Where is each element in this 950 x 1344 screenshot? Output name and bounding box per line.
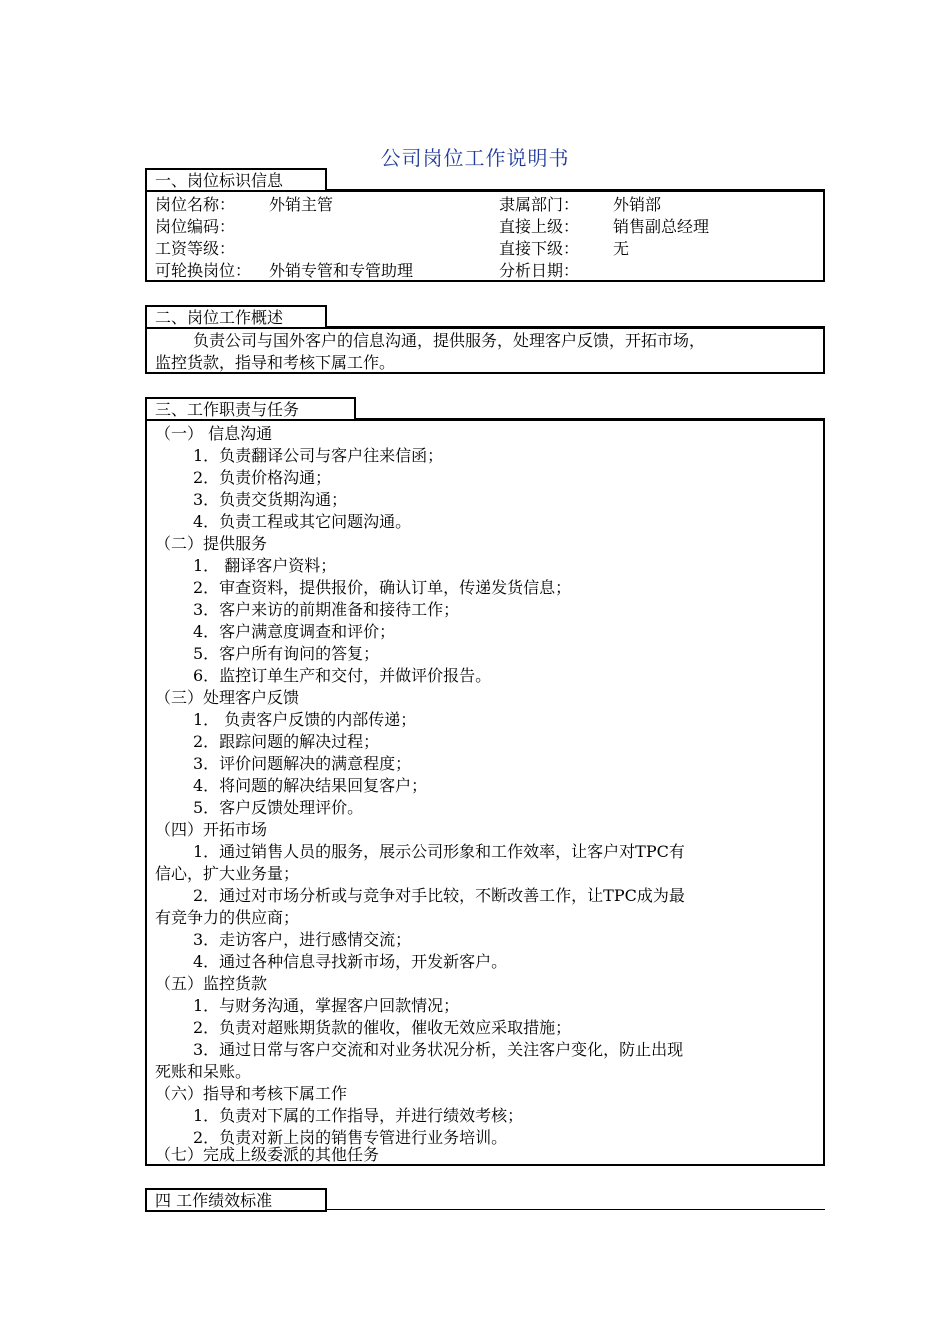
list-item: 1． 翻译客户资料；: [193, 556, 337, 575]
section4-tab-rule: [327, 1209, 825, 1210]
label-rotatable-positions: 可轮换岗位：: [155, 261, 252, 280]
list-item: 2．负责对超账期货款的催收，催收无效应采取措施；: [193, 1018, 572, 1037]
list-item-continuation: 死账和呆账。: [155, 1062, 252, 1081]
section1-tab: 一、岗位标识信息: [145, 168, 327, 190]
label-department: 隶属部门：: [499, 195, 580, 214]
value-position-name: 外销主管: [269, 195, 334, 214]
list-item: 2．跟踪问题的解决过程；: [193, 732, 380, 751]
section4-tab-base: [145, 1210, 327, 1212]
category-heading: （五）监控货款: [155, 974, 268, 993]
label-analysis-date: 分析日期：: [499, 261, 580, 280]
list-item: 2．审查资料，提供报价，确认订单，传递发货信息；: [193, 578, 572, 597]
value-department: 外销部: [613, 195, 662, 214]
category-heading: （七）完成上级委派的其他任务: [155, 1145, 380, 1164]
list-item: 4．通过各种信息寻找新市场，开发新客户。: [193, 952, 508, 971]
list-item: 6．监控订单生产和交付，并做评价报告。: [193, 666, 492, 685]
section3-tab: 三、工作职责与任务: [145, 397, 356, 419]
list-item: 2．通过对市场分析或与竞争对手比较，不断改善工作，让TPC成为最: [193, 886, 685, 905]
list-item: 5．客户所有询问的答复；: [193, 644, 380, 663]
section2-box: [145, 327, 825, 374]
list-item: 3．走访客户，进行感情交流；: [193, 930, 412, 949]
list-item: 1．通过销售人员的服务，展示公司形象和工作效率，让客户对TPC有: [193, 842, 685, 861]
list-item: 2．负责价格沟通；: [193, 468, 332, 487]
summary-line-2: 监控货款，指导和考核下属工作。: [155, 353, 396, 372]
list-item: 2．负责对新上岗的销售专管进行业务培训。: [193, 1128, 508, 1147]
label-direct-superior: 直接上级：: [499, 217, 580, 236]
label-salary-grade: 工资等级：: [155, 239, 236, 258]
list-item: 3．负责交货期沟通；: [193, 490, 348, 509]
value-direct-superior: 销售副总经理: [613, 217, 710, 236]
list-item: 4．将问题的解决结果回复客户；: [193, 776, 428, 795]
list-item-continuation: 有竞争力的供应商；: [155, 908, 300, 927]
summary-line-1: 负责公司与国外客户的信息沟通，提供服务，处理客户反馈，开拓市场，: [193, 331, 706, 350]
category-heading: （三）处理客户反馈: [155, 688, 300, 707]
list-item: 1．负责翻译公司与客户往来信函；: [193, 446, 444, 465]
list-item: 4．负责工程或其它问题沟通。: [193, 512, 412, 531]
category-heading: （二）提供服务: [155, 534, 268, 553]
category-heading: （六）指导和考核下属工作: [155, 1084, 348, 1103]
list-item: 3．评价问题解决的满意程度；: [193, 754, 412, 773]
list-item: 1．与财务沟通，掌握客户回款情况；: [193, 996, 460, 1015]
category-heading: （四）开拓市场: [155, 820, 268, 839]
list-item: 1． 负责客户反馈的内部传递；: [193, 710, 417, 729]
label-position-name: 岗位名称：: [155, 195, 236, 214]
section3-box: [145, 419, 825, 1166]
value-direct-subordinate: 无: [613, 239, 630, 258]
list-item: 4．客户满意度调查和评价；: [193, 622, 396, 641]
list-item: 3．客户来访的前期准备和接待工作；: [193, 600, 460, 619]
section2-tab: 二、岗位工作概述: [145, 305, 327, 327]
label-position-code: 岗位编码：: [155, 217, 236, 236]
section1-box: [145, 190, 825, 282]
value-rotatable-positions: 外销专管和专管助理: [269, 261, 414, 280]
category-heading: （一） 信息沟通: [155, 424, 273, 443]
page-title: 公司岗位工作说明书: [380, 146, 570, 170]
label-direct-subordinate: 直接下级：: [499, 239, 580, 258]
section4-tab: 四 工作绩效标准: [145, 1188, 327, 1210]
list-item: 3．通过日常与客户交流和对业务状况分析，关注客户变化，防止出现: [193, 1040, 684, 1059]
list-item-continuation: 信心，扩大业务量；: [155, 864, 300, 883]
list-item: 1．负责对下属的工作指导，并进行绩效考核；: [193, 1106, 524, 1125]
list-item: 5．客户反馈处理评价。: [193, 798, 364, 817]
